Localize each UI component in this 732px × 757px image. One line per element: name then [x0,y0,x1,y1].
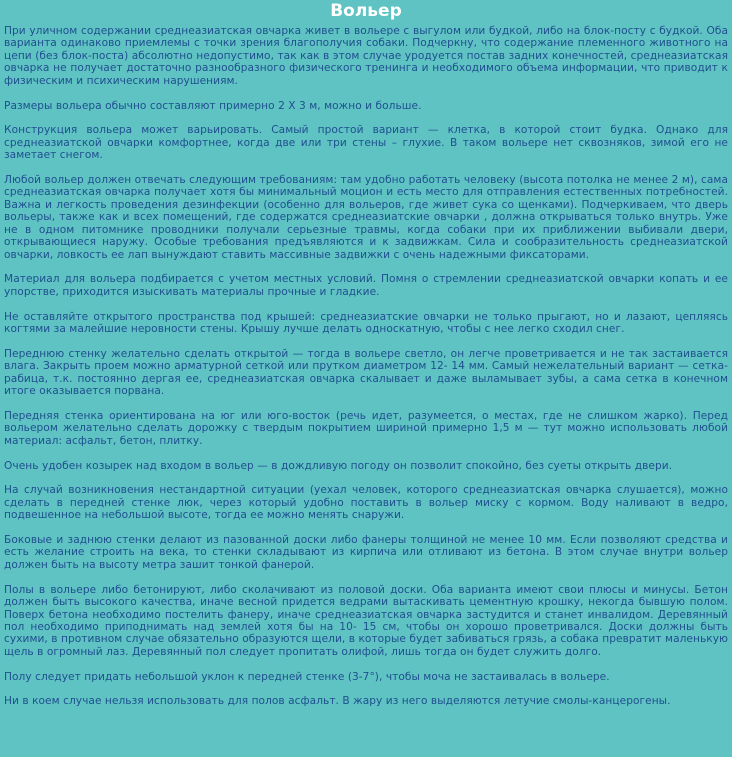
paragraph-side-walls: Боковые и заднюю стенки делают из пазованной доски либо фанеры толщиной не менее 10 мм. Если позволяют средства и есть желание строить на века, то стенки складывают из кирпича или отливают из бетона. В этом случае внутри вольер должен быть на высоту метра зашит тонкой фанерой. [4,534,728,571]
paragraph-materials: Материал для вольера подбирается с учетом местных условий. Помня о стремлении среднеазиатской овчарки копать и ее упорстве, приходится изыскивать материалы прочные и гладкие. [4,273,728,298]
paragraph-hatch: На случай возникновения нестандартной ситуации (уехал человек, которого среднеазиатская овчарка слушается), можно сделать в передней стенке люк, через который удобно поставить в вольер миску с кормом. Воду наливают в ведро, подвешенное на небольшой высоте, тогда ее можно менять снаружи. [4,484,728,522]
paragraph-floors: Полы в вольере либо бетонируют, либо сколачивают из половой доски. Оба варианта имеют свои плюсы и минусы. Бетон должен быть высокого качества, иначе весной придется ведрами вытаскивать цементную крошку, некогда бывшую полом. Поверх бетона необходимо постелить фанеру, иначе среднеазиатская овчарка застудится и станет инвалидом. Деревянный пол необходимо приподнимать над землей хотя бы на 10- 15 см, чтобы он хорошо проветривался. Доски должны быть сухими, в противном случае обязательно образуются щели, в которые будет забиваться грязь, а собака превратит маленькую щель в огромный лаз. Деревянный пол следует пропитать олифой, лишь тогда он будет служить долго. [4,583,728,658]
paragraph-floor-slope: Полу следует придать небольшой уклон к передней стенке (3-7°), чтобы моча не застаивалась в вольере. [4,670,610,683]
paragraph-front-wall: Переднюю стенку желательно сделать открытой — тогда в вольере светло, он легче проветривается и не так застаивается влага. Закрыть проем можно арматурной сеткой или прутком диаметром 12- 14 мм. Самый нежелательный вариант — сетка-рабица, т.к. постоянно дергая ее, среднеазиатская овчарка скалывает и даже выламывает зубы, а сама сетка в конечном итоге оказывается порвана. [4,347,728,398]
paragraph-roof: Не оставляйте открытого пространства под крышей: среднеазиатские овчарки не только прыгают, но и лазают, цепляясь когтями за малейшие неровности стены. Крышу лучше делать односкатную, чтобы с нее легко сходил снег. [4,310,728,336]
page-title: Вольер [330,1,402,21]
paragraph-orientation: Передняя стенка ориентирована на юг или юго-восток (речь идет, разумеется, о местах, где не слишком жарко). Перед вольером желательно сделать дорожку с твердым покрытием шириной примерно 1,5 м — тут можно использовать любой материал: асфальт, бетон, плитку. [4,409,728,447]
article-body [4,25,728,708]
paragraph-street-keeping: При уличном содержании среднеазиатская овчарка живет в вольере с выгулом или будкой, либо на блок-посту с будкой. Оба варианта одинаково приемлемы с точки зрения благополучия собаки. Подчеркну, что содержание племенного животного на цепи (без блок-поста) абсолютно недопустимо, так как в этом случае уродуется постав задних конечностей, среднеазиатская овчарка не получает достаточно разнообразного физического тренинга и необходимого объема информации, что приводит к физическим и психическим нарушениям. [4,25,728,87]
paragraph-construction: Конструкция вольера может варьировать. Самый простой вариант — клетка, в которой стоит будка. Однако для среднеазиатской овчарки комфортнее, когда две или три стены – глухие. В таком вольере нет сквозняков, зимой его не заметает снегом. [4,124,728,162]
paragraph-requirements: Любой вольер должен отвечать следующим требованиям: там удобно работать человеку (высота потолка не менее 2 м), сама среднеазиатская овчарка получает хотя бы минимальный моцион и есть место для отправления естественных потребностей. Важна и легкость проведения дезинфекции (особенно для вольеров, где живет сука со щенками). Подчеркиваем, что дверь вольеры, также как и всех помещений, где содержатся среднеазиатские овчарки , должна открываться только внутрь. Уже не в одном питомнике проводники получали серьезные травмы, когда собаки при их приближении выбивали двери, открывающиеся наружу. Особые требования предъявляются и к задвижкам. Сила и сообразительность среднеазиатской овчарки, ловкость ее лап вынуждают ставить массивные задвижки с очень надежными фиксаторами. [4,173,728,261]
paragraph-enclosure-size: Размеры вольера обычно составляют примерно 2 Х 3 м, можно и больше. [4,99,422,112]
paragraph-canopy: Очень удобен козырек над входом в вольер — в дождливую погоду он позволит спокойно, без суеты открыть двери. [4,459,673,472]
paragraph-asphalt: Ни в коем случае нельзя использовать для полов асфальт. В жару из него выделяются летучие смолы-канцерогены. [4,695,671,708]
